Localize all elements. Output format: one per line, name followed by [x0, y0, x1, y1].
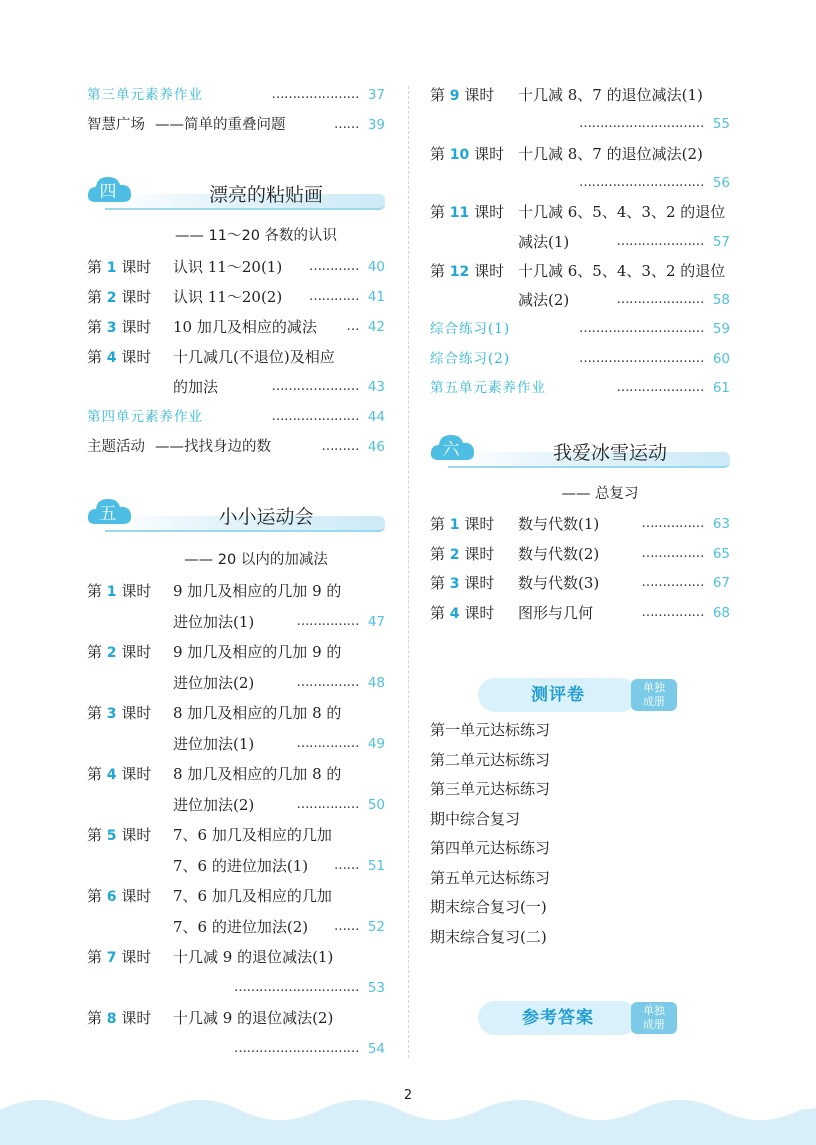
lesson-number: 4 [449, 605, 460, 622]
toc-row[interactable] [87, 314, 385, 340]
page-ref: 50 [367, 796, 385, 813]
leader-dots: ………………… [616, 380, 704, 395]
lesson-suffix: 课时 [121, 288, 152, 306]
test-item[interactable]: 期末综合复习(一) [430, 898, 547, 916]
lesson-number: 10 [449, 146, 470, 163]
toc-row[interactable] [87, 944, 385, 970]
leader-dots: ………… [309, 259, 359, 274]
unit-number: 五 [99, 504, 117, 524]
lesson-suffix: 课时 [464, 574, 495, 592]
leader-dots: ………………… [271, 409, 359, 424]
test-item[interactable]: 第三单元达标练习 [430, 780, 551, 798]
toc-title: 7、6 的进位加法(2) [173, 917, 309, 936]
lesson-number: 12 [449, 263, 470, 280]
toc-title: 图形与几何 [518, 603, 594, 622]
badge-line: 单独 [643, 681, 665, 694]
page-ref: 61 [712, 380, 730, 396]
lesson-suffix: 课时 [464, 86, 495, 104]
toc-row[interactable] [87, 853, 385, 879]
lesson-prefix: 第 [87, 704, 103, 722]
page-ref: 57 [712, 233, 730, 250]
toc-row[interactable] [87, 254, 385, 280]
toc-title: 进位加法(1) [173, 612, 255, 631]
badge-line: 成册 [643, 1018, 665, 1031]
toc-row[interactable] [87, 404, 385, 430]
page-ref: 55 [712, 116, 730, 133]
page-ref: 65 [712, 545, 730, 562]
leader-dots: …………… [641, 516, 704, 531]
lesson-number: 4 [106, 350, 117, 366]
toc-row[interactable] [430, 375, 730, 401]
toc-row[interactable] [87, 82, 385, 108]
leader-dots: ………………………… [234, 1040, 359, 1056]
toc-title: 数与代数(2) [518, 544, 600, 563]
badge-line: 单独 [643, 1004, 665, 1017]
lesson-label [430, 258, 504, 285]
leader-dots: ………………………… [579, 350, 704, 366]
toc-title: 7、6 加几及相应的几加 [173, 887, 332, 905]
toc-label: 智慧广场 [87, 117, 145, 133]
lesson-prefix: 第 [87, 887, 103, 905]
toc-label: 第四单元素养作业 [87, 409, 203, 425]
toc-row[interactable] [430, 511, 730, 537]
toc-title: 认识 11～20(2) [173, 288, 283, 306]
toc-label: 主题活动 [87, 439, 145, 455]
page-ref: 40 [367, 259, 385, 275]
lesson-number: 1 [106, 584, 117, 600]
unit-subtitle: —— 20 以内的加减法 [184, 552, 328, 568]
leader-dots: ………………… [271, 379, 359, 394]
test-item[interactable]: 期末综合复习(二) [430, 927, 547, 946]
toc-title: 十几减 6、5、4、3、2 的退位 [518, 203, 726, 222]
lesson-prefix: 第 [87, 582, 103, 600]
lesson-label [87, 883, 151, 910]
lesson-label [87, 314, 151, 341]
lesson-number: 1 [106, 260, 117, 276]
leader-dots: …………… [296, 613, 359, 629]
page-ref: 48 [367, 674, 385, 691]
toc-label: 第三单元素养作业 [87, 87, 203, 103]
lesson-suffix: 课时 [121, 582, 152, 600]
page-ref: 63 [712, 516, 730, 532]
leader-dots: …… [334, 857, 359, 873]
lesson-suffix: 课时 [121, 826, 152, 844]
page-ref: 60 [712, 350, 730, 367]
lesson-suffix: 课时 [121, 258, 152, 276]
leader-dots: ………………………… [234, 979, 359, 995]
lesson-prefix: 第 [430, 544, 446, 563]
lesson-number: 3 [106, 706, 117, 722]
lesson-prefix: 第 [430, 203, 446, 222]
page-ref: 52 [367, 918, 385, 935]
leader-dots: ……… [321, 439, 359, 454]
lesson-suffix: 课时 [121, 348, 152, 366]
test-item[interactable]: 第四单元达标练习 [430, 839, 551, 857]
lesson-prefix: 第 [87, 643, 103, 661]
toc-title: ——简单的重叠问题 [155, 117, 286, 133]
leader-dots: …………… [641, 604, 704, 620]
page-ref: 42 [367, 319, 385, 335]
toc-row[interactable] [430, 600, 730, 626]
test-item[interactable]: 第一单元达标练习 [430, 721, 551, 739]
page-ref: 53 [367, 979, 385, 996]
lesson-label [87, 761, 151, 788]
toc-title: 9 加几及相应的几加 9 的 [173, 582, 342, 600]
toc-row[interactable] [430, 346, 730, 372]
separate-volume-badge [631, 1002, 677, 1034]
toc-title: 的加法 [173, 378, 219, 396]
toc-label: 综合练习(1) [430, 321, 511, 338]
toc-row[interactable] [87, 914, 385, 940]
lesson-number: 8 [106, 1011, 117, 1027]
lesson-number: 2 [106, 290, 117, 306]
toc-row[interactable] [430, 111, 730, 137]
toc-row[interactable] [87, 344, 385, 370]
lesson-prefix: 第 [87, 948, 103, 966]
lesson-prefix: 第 [87, 288, 103, 306]
lesson-prefix: 第 [430, 603, 446, 622]
lesson-prefix: 第 [87, 318, 103, 336]
toc-row[interactable] [87, 578, 385, 604]
toc-title: 十几减 8、7 的退位减法(2) [518, 144, 703, 163]
lesson-suffix: 课时 [121, 1009, 152, 1027]
toc-title: 十几减 9 的退位减法(1) [173, 948, 334, 966]
lesson-number: 3 [449, 576, 460, 592]
leader-dots: ………………………… [579, 174, 704, 190]
toc-row[interactable] [87, 284, 385, 310]
toc-row[interactable] [430, 287, 730, 313]
lesson-label [87, 639, 151, 666]
unit6-header [430, 430, 730, 474]
toc-row[interactable] [87, 883, 385, 909]
toc-row[interactable] [87, 792, 385, 818]
page-ref: 47 [367, 613, 385, 630]
toc-title: 9 加几及相应的几加 9 的 [173, 643, 342, 661]
cloud-icon [430, 430, 476, 464]
page-ref: 54 [367, 1040, 385, 1057]
leader-dots: … [346, 319, 359, 334]
lesson-suffix: 课时 [464, 515, 495, 533]
leader-dots: ………………… [271, 87, 359, 102]
lesson-label [87, 254, 151, 281]
toc-row[interactable] [87, 639, 385, 665]
lesson-number: 3 [106, 320, 117, 336]
lesson-label [87, 344, 151, 371]
page-ref: 59 [712, 321, 730, 338]
toc-title: 数与代数(3) [518, 574, 600, 592]
lesson-prefix: 第 [87, 258, 103, 276]
toc-title: 7、6 加几及相应的几加 [173, 826, 332, 844]
toc-row[interactable] [87, 434, 385, 460]
toc-row[interactable] [87, 975, 385, 1001]
lesson-label [87, 1005, 151, 1032]
leader-dots: …… [334, 117, 359, 132]
toc-row[interactable] [87, 112, 385, 138]
page-ref: 46 [367, 439, 385, 455]
lesson-label [87, 700, 151, 727]
lesson-suffix: 课时 [121, 887, 152, 905]
badge-line: 成册 [643, 695, 665, 708]
cloud-icon [87, 494, 133, 528]
leader-dots: ………… [309, 289, 359, 304]
unit-title: 我爱冰雪运动 [552, 442, 667, 464]
lesson-suffix: 课时 [464, 603, 495, 622]
lesson-suffix: 课时 [121, 765, 152, 783]
lesson-label [430, 199, 504, 226]
lesson-number: 5 [106, 828, 117, 844]
lesson-number: 7 [106, 950, 117, 966]
leader-dots: …… [334, 918, 359, 934]
toc-title: 进位加法(2) [173, 795, 255, 814]
toc-title: 进位加法(2) [173, 673, 255, 692]
toc-row[interactable] [430, 170, 730, 196]
lesson-label [87, 822, 151, 849]
toc-title: 8 加几及相应的几加 8 的 [173, 704, 342, 722]
toc-row[interactable] [430, 82, 730, 108]
page-ref: 39 [367, 117, 385, 133]
leader-dots: ………………………… [579, 116, 704, 132]
lesson-prefix: 第 [430, 86, 446, 104]
toc-title: 减法(2) [518, 291, 570, 310]
lesson-suffix: 课时 [121, 948, 152, 966]
toc-title: 减法(1) [518, 232, 570, 251]
unit-subtitle: —— 11～20 各数的认识 [174, 228, 338, 244]
toc-row[interactable] [87, 1005, 385, 1031]
page-ref: 56 [712, 174, 730, 191]
column-divider [408, 86, 409, 1058]
page-ref: 37 [367, 87, 385, 103]
lesson-prefix: 第 [430, 261, 446, 280]
toc-label: 第五单元素养作业 [430, 380, 546, 396]
lesson-prefix: 第 [87, 348, 103, 366]
lesson-suffix: 课时 [474, 144, 505, 163]
page-number: 2 [403, 1088, 413, 1103]
toc-title: ——找找身边的数 [155, 439, 271, 455]
leader-dots: …………… [296, 735, 359, 751]
lesson-prefix: 第 [87, 765, 103, 783]
toc-title: 7、6 的进位加法(1) [173, 856, 309, 875]
lesson-number: 4 [106, 767, 117, 783]
lesson-label [430, 511, 494, 538]
lesson-prefix: 第 [430, 574, 446, 592]
toc-row[interactable] [87, 1036, 385, 1062]
toc-title: 十几减 8、7 的退位减法(1) [518, 86, 703, 104]
lesson-suffix: 课时 [121, 643, 152, 661]
test-item[interactable]: 第五单元达标练习 [430, 868, 551, 887]
lesson-label [430, 141, 504, 168]
page-ref: 49 [367, 735, 385, 752]
toc-title: 十几减 6、5、4、3、2 的退位 [518, 261, 726, 280]
leader-dots: …………… [641, 545, 704, 561]
lesson-prefix: 第 [87, 826, 103, 844]
toc-row[interactable] [430, 229, 730, 255]
lesson-number: 11 [449, 205, 470, 222]
toc-row[interactable] [430, 258, 730, 284]
lesson-label [430, 570, 494, 597]
lesson-label [87, 284, 151, 311]
unit-number: 六 [442, 440, 460, 460]
unit-title: 小小运动会 [218, 506, 314, 528]
toc-title: 进位加法(1) [173, 734, 255, 753]
lesson-label [430, 82, 494, 109]
toc-title: 十几减 9 的退位减法(2) [173, 1009, 334, 1027]
lesson-prefix: 第 [430, 515, 446, 533]
leader-dots: …………… [296, 796, 359, 812]
toc-title: 10 加几及相应的减法 [173, 318, 317, 336]
lesson-number: 1 [449, 517, 460, 533]
lesson-suffix: 课时 [121, 704, 152, 722]
toc-title: 数与代数(1) [518, 515, 600, 533]
leader-dots: ………………………… [579, 321, 704, 337]
lesson-suffix: 课时 [474, 203, 505, 222]
toc-row[interactable] [430, 316, 730, 342]
page-ref: 68 [712, 604, 730, 621]
section-title: 参考答案 [522, 1008, 594, 1028]
lesson-number: 9 [449, 88, 460, 104]
leader-dots: ………………… [616, 233, 704, 249]
toc-row[interactable] [87, 822, 385, 848]
lesson-prefix: 第 [430, 144, 446, 163]
page-ref: 51 [367, 857, 385, 874]
lesson-label [87, 944, 151, 971]
cloud-icon [87, 172, 133, 206]
lesson-label [430, 541, 494, 568]
page-ref: 41 [367, 289, 385, 305]
lesson-suffix: 课时 [121, 318, 152, 336]
toc-title: 认识 11～20(1) [173, 258, 283, 276]
toc-row[interactable] [87, 700, 385, 726]
lesson-label [87, 578, 151, 605]
unit5-header [87, 494, 385, 538]
toc-row[interactable] [430, 141, 730, 167]
lesson-number: 2 [106, 645, 117, 661]
page-ref: 43 [367, 379, 385, 395]
lesson-suffix: 课时 [474, 261, 505, 280]
leader-dots: …………… [641, 575, 704, 590]
toc-row[interactable] [87, 609, 385, 635]
toc-row[interactable] [87, 731, 385, 757]
unit4-header [87, 172, 385, 216]
toc-label: 综合练习(2) [430, 350, 511, 367]
leader-dots: …………… [296, 674, 359, 690]
lesson-suffix: 课时 [464, 544, 495, 563]
page-ref: 44 [367, 409, 385, 425]
unit-subtitle: —— 总复习 [561, 486, 639, 502]
toc-row[interactable] [87, 374, 385, 400]
toc-title: 十几减几(不退位)及相应 [173, 348, 335, 366]
lesson-label [430, 600, 494, 627]
toc-title: 8 加几及相应的几加 8 的 [173, 765, 342, 783]
page-ref: 58 [712, 292, 730, 309]
lesson-number: 2 [449, 546, 460, 563]
toc-row[interactable] [430, 541, 730, 567]
test-item[interactable]: 第二单元达标练习 [430, 750, 551, 769]
toc-row[interactable] [430, 570, 730, 596]
unit-title: 漂亮的粘贴画 [208, 184, 323, 206]
leader-dots: ………………… [616, 292, 704, 308]
toc-row[interactable] [87, 761, 385, 787]
test-item[interactable]: 期中综合复习 [430, 809, 521, 828]
separate-volume-badge [631, 679, 677, 711]
lesson-prefix: 第 [87, 1009, 103, 1027]
unit-number: 四 [99, 182, 117, 202]
lesson-number: 6 [106, 889, 117, 905]
section-title: 测评卷 [531, 685, 585, 705]
toc-row[interactable] [87, 670, 385, 696]
toc-row[interactable] [430, 199, 730, 225]
page-ref: 67 [712, 575, 730, 591]
